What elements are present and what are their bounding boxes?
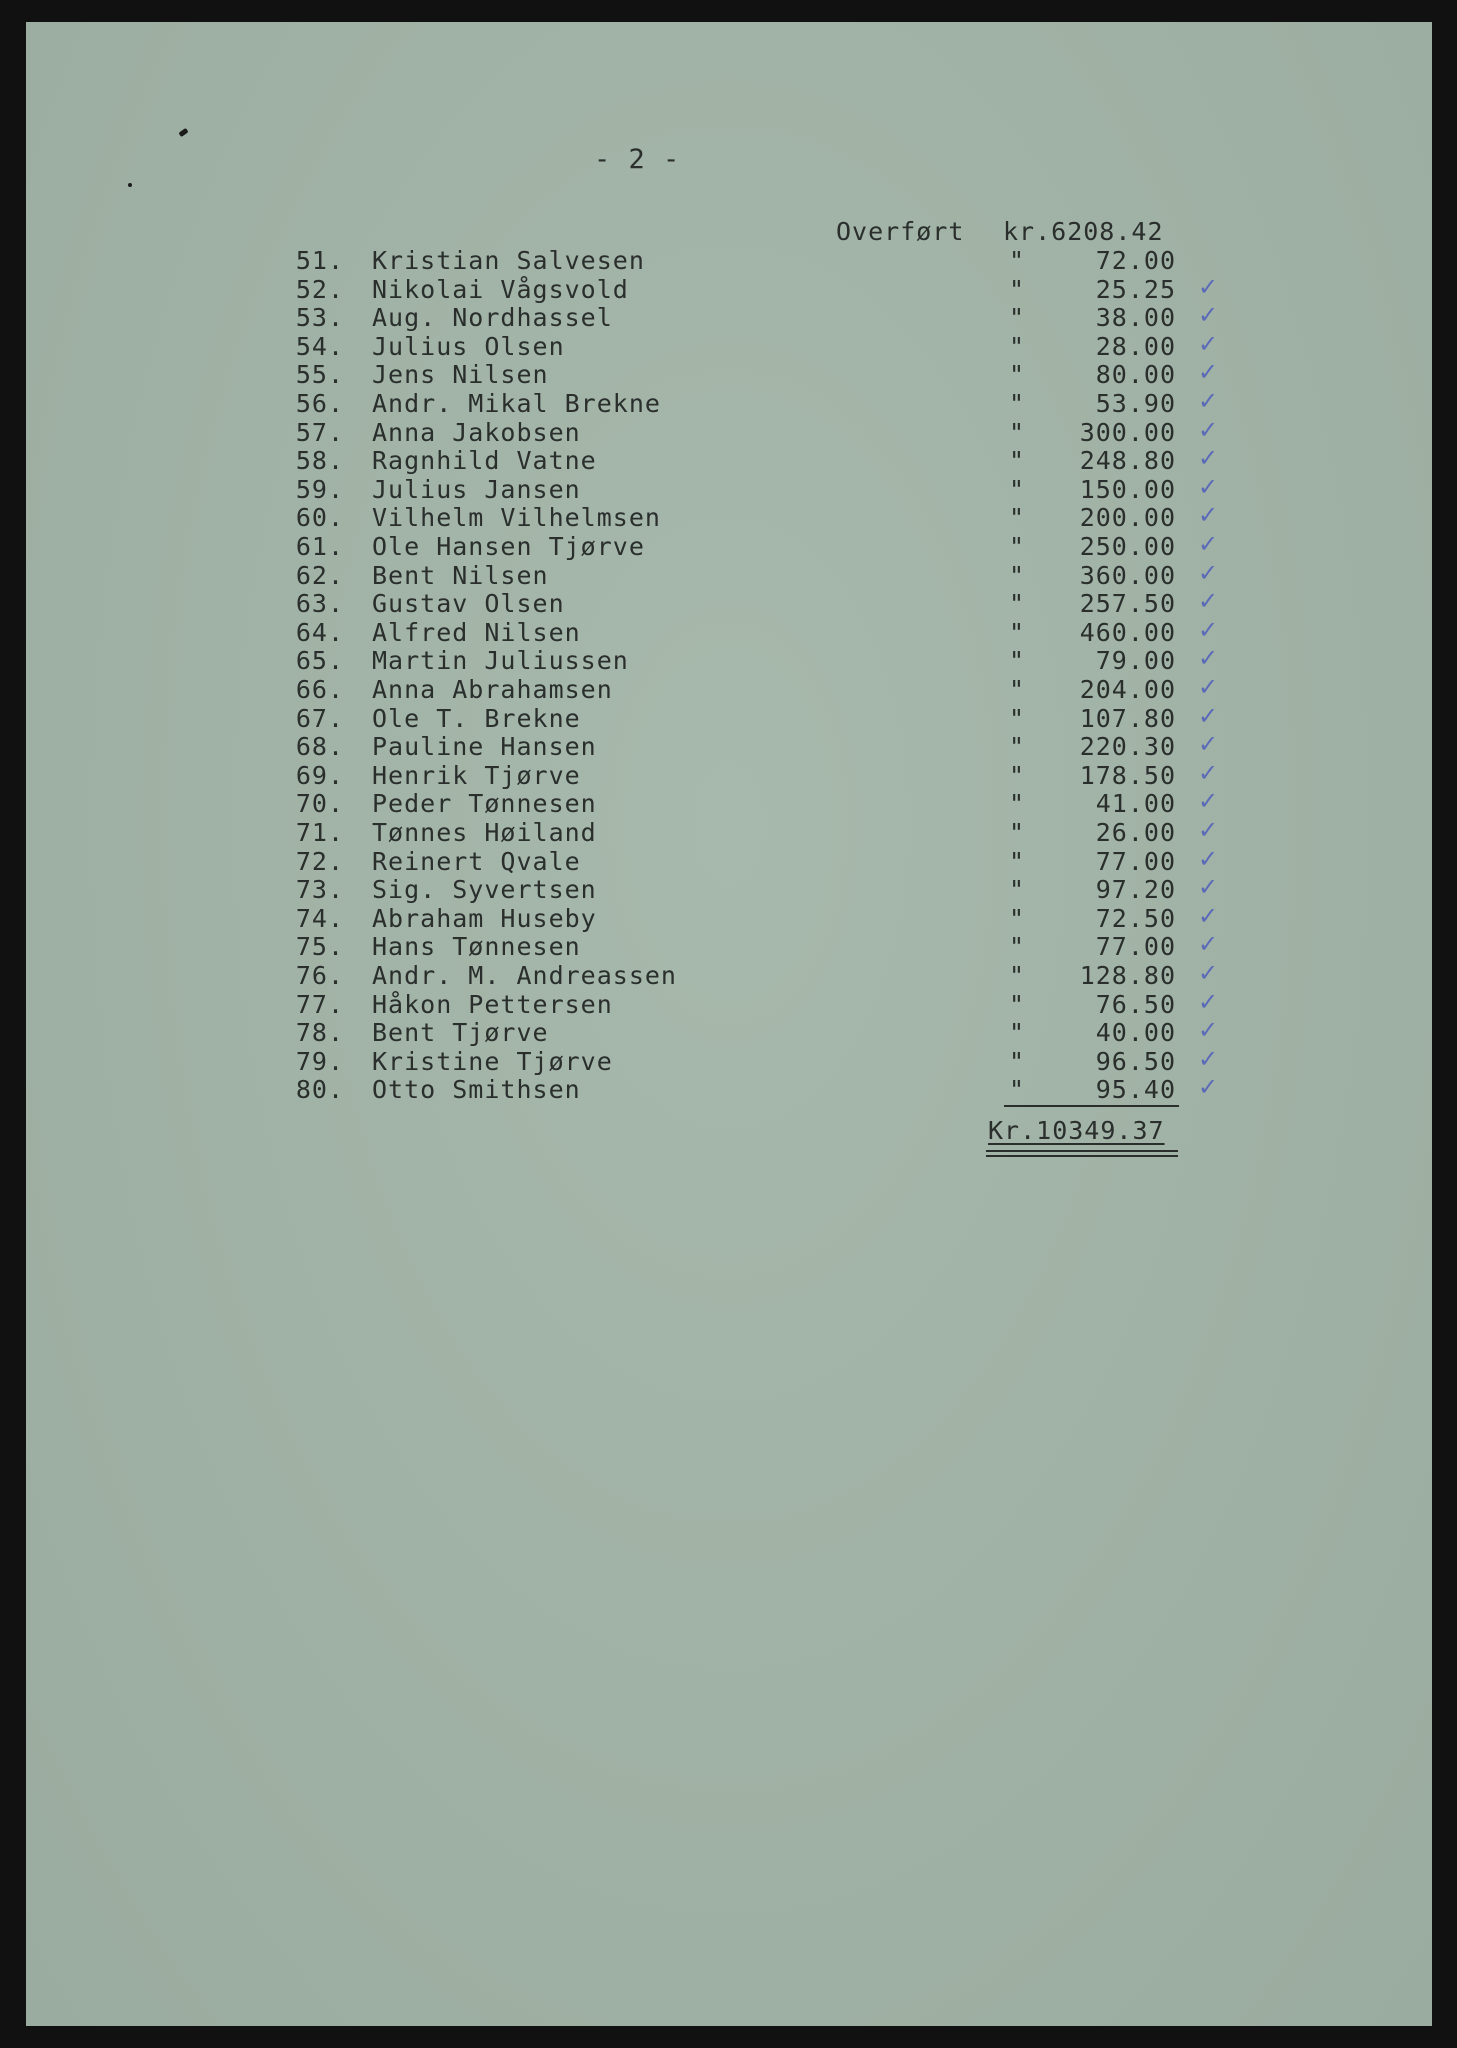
entry-number: 74.: [295, 903, 344, 933]
list-item: [26, 501, 1432, 533]
total-double-rule-top: [986, 1150, 1178, 1152]
checkmark-icon: ✓: [1198, 959, 1219, 987]
list-item: [26, 1044, 1432, 1077]
entry-number: 80.: [295, 1075, 344, 1105]
ditto-mark: ": [1009, 646, 1026, 676]
entry-amount: 250.00: [1079, 532, 1176, 561]
checkmark-icon: ✓: [1198, 530, 1219, 558]
entry-number: 55.: [295, 360, 344, 390]
entry-amount: 26.00: [1095, 818, 1176, 847]
page-number: - 2 -: [594, 144, 681, 175]
list-item: [26, 1073, 1432, 1105]
list-item: [26, 901, 1432, 934]
ditto-mark: ": [1009, 818, 1026, 847]
entry-amount: 77.00: [1095, 846, 1176, 876]
list-item: [26, 873, 1432, 905]
ditto-mark: ": [1009, 560, 1026, 590]
list-item: [26, 272, 1432, 305]
entry-number: 59.: [295, 474, 344, 504]
entry-name: Anna Abrahamsen: [372, 675, 613, 704]
entry-number: 71.: [295, 818, 344, 847]
entry-number: 67.: [295, 703, 344, 733]
entry-amount: 300.00: [1079, 417, 1176, 447]
entry-name: Anna Jakobsen: [372, 417, 581, 447]
list-item: [26, 615, 1432, 648]
entry-name: Andr. Mikal Brekne: [372, 389, 661, 418]
entry-amount: 257.50: [1079, 589, 1176, 619]
list-item: [26, 930, 1432, 962]
checkmark-icon: ✓: [1198, 930, 1219, 959]
entry-amount: 28.00: [1095, 331, 1176, 361]
ditto-mark: ": [1009, 760, 1026, 790]
entry-number: 66.: [295, 675, 344, 704]
checkmark-icon: ✓: [1198, 1044, 1219, 1073]
entry-name: Alfred Nilsen: [372, 617, 581, 647]
entry-name: Henrik Tjørve: [372, 760, 581, 790]
entry-name: Nikolai Vågsvold: [372, 274, 629, 304]
document-page: [26, 22, 1432, 2026]
ink-speck: [178, 128, 188, 137]
ditto-mark: ": [1009, 1018, 1026, 1048]
entry-number: 51.: [295, 246, 344, 275]
ink-speck: [128, 183, 132, 187]
entry-number: 60.: [295, 503, 344, 533]
checkmark-icon: ✓: [1198, 444, 1219, 473]
ditto-mark: ": [1009, 989, 1026, 1019]
list-item: [26, 587, 1432, 619]
checkmark-icon: ✓: [1198, 730, 1219, 759]
entry-amount: 41.00: [1095, 789, 1176, 819]
sum-rule: [1004, 1105, 1179, 1107]
entry-name: Reinert Qvale: [372, 846, 581, 876]
ditto-mark: ": [1009, 875, 1026, 905]
entry-number: 52.: [295, 274, 344, 304]
entry-amount: 150.00: [1079, 474, 1176, 504]
entry-name: Kristian Salvesen: [372, 246, 645, 275]
checkmark-icon: ✓: [1198, 301, 1219, 330]
ditto-mark: ": [1009, 675, 1026, 704]
list-item: [26, 329, 1432, 362]
entry-name: Bent Tjørve: [372, 1018, 549, 1048]
list-item: [26, 415, 1432, 448]
list-item: [26, 472, 1432, 505]
entry-number: 62.: [295, 560, 344, 590]
entry-name: Otto Smithsen: [372, 1075, 581, 1105]
checkmark-icon: ✓: [1198, 987, 1219, 1016]
list-item: [26, 673, 1432, 705]
ditto-mark: ": [1009, 331, 1026, 361]
entry-amount: 77.00: [1095, 932, 1176, 962]
carried-forward-label: Overført: [836, 217, 965, 246]
checkmark-icon: ✓: [1198, 472, 1219, 501]
entry-amount: 76.50: [1095, 989, 1176, 1019]
entry-amount: 72.50: [1095, 903, 1176, 933]
entry-number: 79.: [295, 1046, 344, 1076]
list-item: [26, 701, 1432, 734]
entry-number: 54.: [295, 331, 344, 361]
entry-name: Tønnes Høiland: [372, 818, 597, 847]
ditto-mark: ": [1009, 303, 1026, 333]
list-item: [26, 444, 1432, 476]
ditto-mark: ": [1009, 446, 1026, 476]
list-item: [26, 387, 1432, 419]
ditto-mark: ": [1009, 903, 1026, 933]
entry-number: 56.: [295, 389, 344, 418]
entry-name: Bent Nilsen: [372, 560, 549, 590]
checkmark-icon: ✓: [1198, 758, 1219, 787]
entry-name: Aug. Nordhassel: [372, 303, 613, 333]
entry-number: 73.: [295, 875, 344, 905]
entry-amount: 248.80: [1079, 446, 1176, 476]
ditto-mark: ": [1009, 360, 1026, 390]
checkmark-icon: ✓: [1198, 358, 1219, 387]
entry-amount: 107.80: [1079, 703, 1176, 733]
entry-amount: 79.00: [1095, 646, 1176, 676]
checkmark-icon: ✓: [1198, 816, 1219, 844]
entry-number: 61.: [295, 532, 344, 561]
entry-amount: 53.90: [1095, 389, 1176, 418]
ditto-mark: ": [1009, 1075, 1026, 1105]
entry-name: Hans Tønnesen: [372, 932, 581, 962]
ditto-mark: ": [1009, 617, 1026, 647]
checkmark-icon: ✓: [1198, 501, 1219, 530]
checkmark-icon: ✓: [1198, 1073, 1219, 1102]
entry-number: 70.: [295, 789, 344, 819]
entry-number: 65.: [295, 646, 344, 676]
entry-name: Ole Hansen Tjørve: [372, 532, 645, 561]
entry-number: 78.: [295, 1018, 344, 1048]
checkmark-icon: ✓: [1198, 615, 1219, 644]
entry-number: 68.: [295, 732, 344, 762]
checkmark-icon: ✓: [1198, 329, 1219, 358]
list-item: [26, 758, 1432, 791]
grand-total: Kr.10349.37: [988, 1116, 1165, 1145]
ditto-mark: ": [1009, 503, 1026, 533]
entry-number: 72.: [295, 846, 344, 876]
ditto-mark: ": [1009, 1046, 1026, 1076]
entry-name: Sig. Syvertsen: [372, 875, 597, 905]
list-item: [26, 987, 1432, 1020]
entry-amount: 25.25: [1095, 274, 1176, 304]
ditto-mark: ": [1009, 532, 1026, 561]
entry-amount: 200.00: [1079, 503, 1176, 533]
entry-name: Julius Olsen: [372, 331, 565, 361]
ditto-mark: ": [1009, 274, 1026, 304]
ditto-mark: ": [1009, 246, 1026, 275]
list-item: [26, 844, 1432, 877]
ditto-mark: ": [1009, 732, 1026, 762]
list-item: [26, 816, 1432, 848]
list-item: [26, 530, 1432, 562]
entry-amount: 80.00: [1095, 360, 1176, 390]
checkmark-icon: ✓: [1198, 272, 1219, 301]
list-item: [26, 787, 1432, 819]
entry-number: 53.: [295, 303, 344, 333]
list-item: [26, 358, 1432, 390]
entry-number: 76.: [295, 961, 344, 990]
entry-name: Gustav Olsen: [372, 589, 565, 619]
ditto-mark: ": [1009, 417, 1026, 447]
entry-name: Peder Tønnesen: [372, 789, 597, 819]
entry-name: Håkon Pettersen: [372, 989, 613, 1019]
ditto-mark: ": [1009, 846, 1026, 876]
entry-amount: 97.20: [1095, 875, 1176, 905]
list-item: [26, 644, 1432, 676]
checkmark-icon: ✓: [1198, 873, 1219, 902]
entry-amount: 128.80: [1079, 961, 1176, 990]
checkmark-icon: ✓: [1198, 844, 1219, 873]
total-double-rule-bottom: [986, 1155, 1178, 1157]
entry-name: Pauline Hansen: [372, 732, 597, 762]
list-item: [26, 1016, 1432, 1048]
entry-name: Jens Nilsen: [372, 360, 549, 390]
entry-name: Vilhelm Vilhelmsen: [372, 503, 661, 533]
entry-amount: 360.00: [1079, 560, 1176, 590]
list-item: [26, 730, 1432, 762]
checkmark-icon: ✓: [1198, 644, 1219, 673]
entry-name: Julius Jansen: [372, 474, 581, 504]
ditto-mark: ": [1009, 789, 1026, 819]
entry-amount: 95.40: [1095, 1075, 1176, 1105]
checkmark-icon: ✓: [1198, 901, 1219, 930]
entry-name: Abraham Huseby: [372, 903, 597, 933]
entry-amount: 38.00: [1095, 303, 1176, 333]
ditto-mark: ": [1009, 961, 1026, 990]
entry-number: 63.: [295, 589, 344, 619]
entry-name: Kristine Tjørve: [372, 1046, 613, 1076]
entry-name: Ragnhild Vatne: [372, 446, 597, 476]
list-item: [26, 959, 1432, 991]
entry-number: 69.: [295, 760, 344, 790]
entry-number: 77.: [295, 989, 344, 1019]
ditto-mark: ": [1009, 932, 1026, 962]
entry-amount: 204.00: [1079, 675, 1176, 704]
entry-number: 58.: [295, 446, 344, 476]
entry-number: 64.: [295, 617, 344, 647]
entry-name: Ole T. Brekne: [372, 703, 581, 733]
entry-name: Martin Juliussen: [372, 646, 629, 676]
entry-amount: 40.00: [1095, 1018, 1176, 1048]
checkmark-icon: ✓: [1198, 587, 1219, 616]
checkmark-icon: ✓: [1198, 673, 1219, 701]
ditto-mark: ": [1009, 389, 1026, 418]
checkmark-icon: ✓: [1198, 387, 1219, 415]
checkmark-icon: ✓: [1198, 415, 1219, 444]
list-item: [26, 301, 1432, 333]
checkmark-icon: ✓: [1198, 787, 1219, 816]
list-item: [26, 248, 1432, 276]
checkmark-icon: ✓: [1198, 1016, 1219, 1045]
ditto-mark: ": [1009, 703, 1026, 733]
list-item: [26, 558, 1432, 591]
entry-number: 75.: [295, 932, 344, 962]
entry-amount: 178.50: [1079, 760, 1176, 790]
entry-amount: 220.30: [1079, 732, 1176, 762]
checkmark-icon: ✓: [1198, 558, 1219, 587]
checkmark-icon: ✓: [1198, 701, 1219, 730]
entry-name: Andr. M. Andreassen: [372, 961, 677, 990]
entry-amount: 96.50: [1095, 1046, 1176, 1076]
entry-amount: 72.00: [1095, 246, 1176, 275]
entry-amount: 460.00: [1079, 617, 1176, 647]
ditto-mark: ": [1009, 474, 1026, 504]
carried-forward-amount: kr.6208.42: [1003, 217, 1164, 246]
ditto-mark: ": [1009, 589, 1026, 619]
entry-number: 57.: [295, 417, 344, 447]
